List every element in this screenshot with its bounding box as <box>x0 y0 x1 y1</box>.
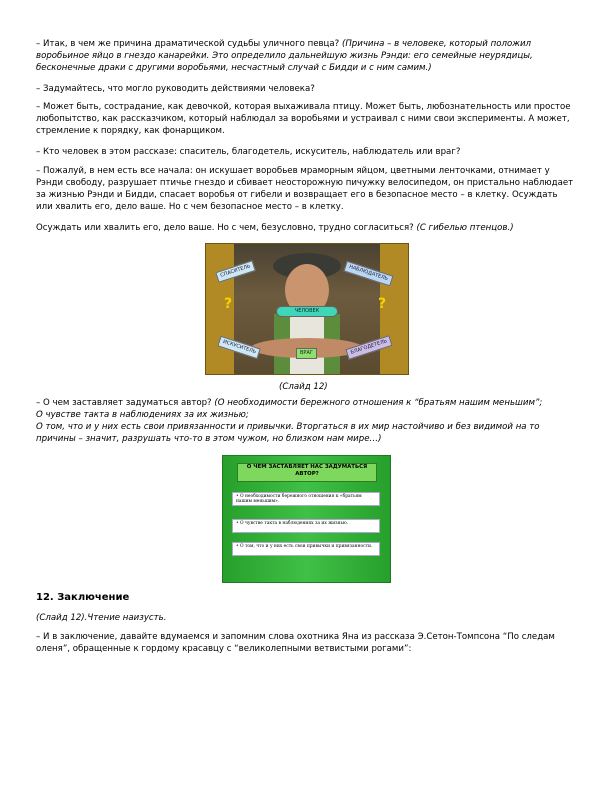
tag-benefactor: БЛАГОДЕТЕЛЬ <box>345 335 392 360</box>
slide-image-man <box>205 243 409 375</box>
paragraph-4: – Кто человек в этом рассказе: спаситель, благодетель, искуситель, наблюдатель или враг? <box>36 147 461 157</box>
tag-human: ЧЕЛОВЕК <box>276 306 338 317</box>
paragraph-3: – Может быть, сострадание, как девочкой, которая выхаживала птицу. Может быть, любознательность или простое любопытство, как рассказчиком, который наблюдал за воробьями и устраивал с ними свои эксперименты. А может, стремление к порядку, как фонарщиком. <box>36 102 571 136</box>
tag-observer: НАБЛЮДАТЕЛЬ <box>343 261 393 286</box>
slide2-item-1: • О необходимости бережного отношения к «братьям нашим меньшим». <box>232 492 380 506</box>
paragraph-7-text: – О чем заставляет задуматься автор? <box>36 398 212 408</box>
slide2-item-2: • О чувстве такта в наблюдениях за их жизнью. <box>232 519 380 533</box>
slide-caption: (Слайд 12) <box>279 382 328 392</box>
paragraph-2: – Задумайтесь, что могло руководить действиями человека? <box>36 84 315 94</box>
paragraph-7 <box>36 397 576 409</box>
paragraph-1-text: – Итак, в чем же причина драматической судьбы уличного певца? <box>36 39 340 49</box>
question-mark-left: ? <box>224 296 233 312</box>
paragraph-11: – И в заключение, давайте вдумаемся и запомним слова охотника Яна из рассказа Э.Сетон-Томпсона “По следам оленя”, обращенные к гордому красавцу с “великолепными ветвистыми рогами”: <box>36 632 555 654</box>
paragraph-5: – Пожалуй, в нем есть все начала: он искушает воробьев мраморным яйцом, цветными ленточками, отнимает у Рэнди свободу, разрушает птичье гнездо и сбивает неосторожную пичужку велосипедом, он пристально наблюдает за жизнью Рэнди и Бидди, спасает воробья от гибели и возвращает его в безопасное место – в клетку. Осуждать или хвалить его, дело ваше. Но с чем безопасное место – в клетку. <box>36 166 574 212</box>
tag-enemy: ВРАГ <box>296 348 317 359</box>
question-mark-right: ? <box>378 296 387 312</box>
paragraph-10: (Слайд 12).Чтение наизусть. <box>36 613 167 623</box>
paragraph-7-italic: (О необходимости бережного отношения к “братьям нашим меньшим”; <box>214 398 543 408</box>
tag-savior: СПАСИТЕЛЬ <box>215 260 256 283</box>
tag-tempter: ИСКУСИТЕЛЬ <box>217 336 261 360</box>
paragraph-6-text: Осуждать или хвалить его, дело ваше. Но с чем, безусловно, трудно согласиться? <box>36 223 414 233</box>
slide2-item-3: • О том, что и у них есть свои привычки и привязанности. <box>232 542 380 556</box>
section-heading: 12. Заключение <box>36 592 130 603</box>
paragraph-1-italic: (Причина – в человеке, который положил воробьиное яйцо в гнездо канарейки. Это определило дальнейшую жизнь Рэнди: его семейные неурядицы, бесконечные драки с другими воробьями, несчастный случай с Бидди и с ним самим.) <box>36 39 533 73</box>
paragraph-8: О чувстве такта в наблюдениях за их жизнью; <box>36 410 249 420</box>
slide2-title: О ЧЕМ ЗАСТАВЛЯЕТ НАС ЗАДУМАТЬСЯ АВТОР? <box>237 463 377 482</box>
paragraph-6-italic: (С гибелью птенцов.) <box>416 223 514 233</box>
slide-green-summary <box>222 455 391 583</box>
paragraph-6 <box>36 222 576 234</box>
paragraph-1 <box>36 38 576 74</box>
paragraph-9: О том, что и у них есть свои привязанности и привычки. Вторгаться в их мир настойчиво и без видимой на то причины – значит, разрушать что-то в этом чужом, но близком нам мире…) <box>36 422 540 444</box>
